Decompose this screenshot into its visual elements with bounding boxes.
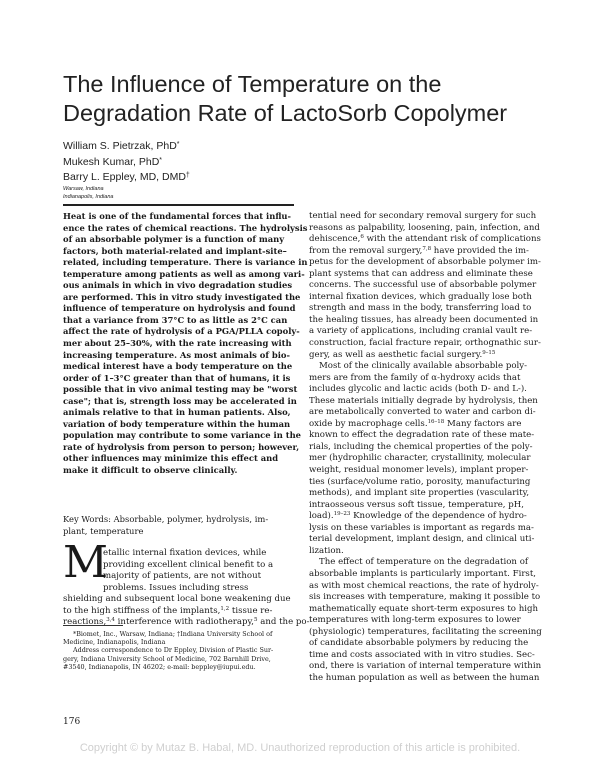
title-line-2: Degradation Rate of LactoSorb Copolymer bbox=[63, 100, 508, 126]
article-title bbox=[63, 70, 563, 128]
title-line-1: The Influence of Temperature on the bbox=[63, 71, 442, 97]
drop-cap: M bbox=[63, 537, 109, 588]
author: William S. Pietrzak, PhD* bbox=[63, 140, 180, 152]
right-column-text: tential need for secondary removal surgery for such reasons as palpability, loosening, pain, infection, and dehiscence,$^6$ with the attendant risk of complications from the removal surgery,$^{7,8}$ have provided the im- petus for the development of absorbable polymer im- plant systems that can address and eliminate these concerns. The successful use of absorbable polymer internal fixation devices, which gradually lose both strength and mass in the body, transferring load to the healing tissues, has already been documented in a variety of applications, including cranial vault re- construction, facial fracture repair, orthognathic sur- gery, as well as aesthetic facial surgery.$^{9-15}$ Most of the clinically available absorbable poly- mers are from the family of α-hydroxy acids that includes glycolic and lactic acids (both D- and L-). These materials initially degrade by hydrolysis, then are metabolically converted to water and carbon di- oxide by macrophage cells.$^{16-18}$ Many factors are known to effect the degradation rate of these mate- rials, including the chemical properties of the poly- mer (hydrophilic character, crystallinity, molecular weight, residual monomer levels), implant proper- ties (surface/volume ratio, porosity, manufacturing methods), and implant site properties (vascularity, intraosseous versus soft tissue, temperature, pH, load).$^{19-23}$ Knowledge of the dependence of hydro- lysis on these variables is important as regards ma- terial development, implant design, and clinical uti- lization. The effect of temperature on the degradation of absorbable implants is particularly important. First, as with most chemical reactions, the rate of hydroly- sis increases with temperature, making it possible to mathematically equate short-term exposures to high temperatures with long-term exposures to lower (physiologic) temperatures, facilitating the screening of candidate absorbable polymers by reducing the time and costs associated with in vitro studies. Sec- ond, there is variation of internal temperature within the human population as well as between the human bbox=[309, 211, 542, 683]
abstract: Heat is one of the fundamental forces that influ- ence the rates of chemical reactions. The hydrolysis of an absorbable polymer is a function of many factors, both material-related and implant-site– related, including temperature. There is variance in temperature among patients as well as among vari- ous animals in which in vivo degradation studies are performed. This in vitro study investigated the influence of temperature on hydrolysis and found that a variance from 37°C to as little as 2°C can affect the rate of hydrolysis of a PGA/PLLA copoly- mer about 25–30%, with the rate increasing with increasing temperature. As most animals of bio- medical interest have a body temperature on the order of 1–3°C greater than that of humans, it is possible that in vivo animal testing may be "worst case"; that is, strength loss may be accelerated in animals relative to that in human patients. Also, variation of body temperature within the human population may contribute to some variance in the rate of hydrolysis from person to person; however, other influences may minimize this effect and make it difficult to observe clinically. bbox=[63, 211, 308, 476]
author-list bbox=[63, 138, 190, 185]
author-locations bbox=[63, 185, 113, 201]
title-divider bbox=[63, 204, 294, 206]
author: Mukesh Kumar, PhD* bbox=[63, 155, 163, 168]
page-number: 176 bbox=[63, 717, 81, 727]
location: Warsaw, Indiana bbox=[63, 186, 104, 192]
footnotes: *Biomet, Inc., Warsaw, Indiana; †Indiana University School of Medicine, Indianapolis, Indiana Address correspondence to Dr Eppley, Division of Plastic Sur- gery, Indiana University School of Medicine, 702 Barnhill Drive, #3540, Indianapolis, IN 46202; e-mail: beppley@iupui.edu. bbox=[63, 630, 274, 671]
footnote-divider bbox=[63, 625, 123, 626]
keywords: Key Words: Absorbable, polymer, hydrolysis, im- plant, temperature bbox=[63, 514, 269, 536]
copyright-notice: Copyright © by Mutaz B. Habal, MD. Unauthorized reproduction of this article is prohibited. bbox=[79, 742, 521, 754]
intro-text: etallic internal fixation devices, while providing excellent clinical benefit to a majority of patients, are not without problems. Issues including stress shielding and subsequent local bone weakening due to the high stiffness of the implants,$^{1,2}$ tissue re- reactions,$^{3,4}$ interference with radiotherapy,$^5$ and the po- bbox=[63, 548, 310, 628]
author: Barry L. Eppley, MD, DMD† bbox=[63, 171, 190, 183]
location: Indianapolis, Indiana bbox=[63, 194, 114, 200]
